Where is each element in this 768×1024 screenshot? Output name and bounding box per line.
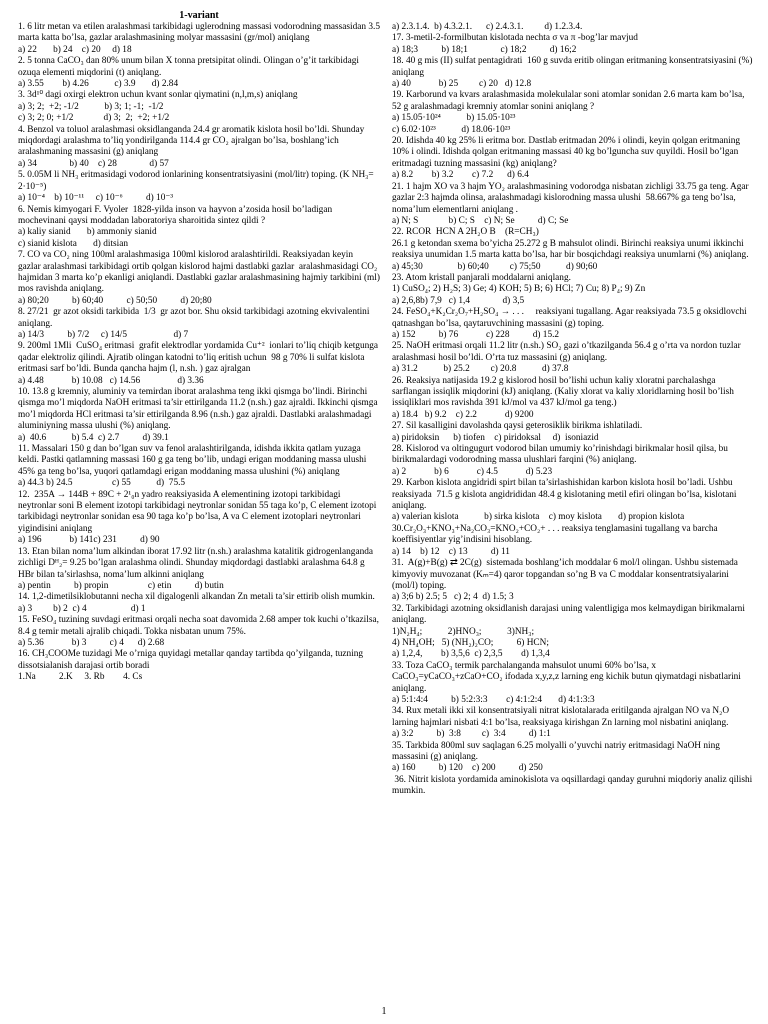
right-column xyxy=(392,22,754,798)
text-line: 9. 200ml 1Mli CuSO₄ eritmasi grafit elektrodlar yordamida Cu⁺² ionlari to’liq chiqib ketgunga qadar elektroliz qilindi. Ajratib olingan katodni to’liq eritish uchun 98 g 70% li sulfat kislota eritmasi sarf bo’ldi. Bunda qancha hajm (l, n.sh. ) gaz ajralgan xyxy=(18,341,381,375)
text-line: 1) CuSO₄; 2) H₂S; 3) Ge; 4) KOH; 5) B; 6) HCl; 7) Cu; 8) P₄; 9) Zn xyxy=(392,284,646,295)
text-line: a) 196 b) 141c) 231 d) 90 xyxy=(18,535,160,546)
text-line: c) 3; 2; 0; +1/2 d) 3; 2; +2; +1/2 xyxy=(18,113,170,124)
text-line: c) 6.02·10²³ d) 18.06·10²³ xyxy=(392,124,511,135)
text-line: a) 18;3 b) 18;1 c) 18;2 d) 16;2 xyxy=(392,44,577,55)
page-title: 1-variant xyxy=(179,10,219,21)
text-line: a) 22 b) 24 c) 20 d) 18 xyxy=(18,44,132,55)
text-line: 14. 1,2-dimetilsiklobutanni necha xil digalogenli alkandan Zn metali ta’sir ettirib olish mumkin. xyxy=(18,592,375,603)
text-line: 16. CH₃COOMe tuzidagi Me o’rniga quyidagi metallar qanday tartibda qo’yilganda, tuzning dissotsialanish darajasi ortib boradi xyxy=(18,649,366,671)
text-line: 10. 13.8 g kremniy, aluminiy va temirdan iborat aralashma teng ikki qismga bo’lindi. Birinchi qismga mo’l miqdorda NaOH eritmasi ta’sir ettirilganda 11.2 (n.sh.) gaz ajraldi. Ikkinchi qismga mo’l miqdorda HCl eritmasi ta’sir ettirilganda 8.96 (n.sh.) gaz ajraldi. Dastlabki aralashmadagi aluminiyning massa ulushi (%) aniqlang. xyxy=(18,387,380,432)
text-line: 27. Sil kasalligini davolashda qaysi geterosiklik birikma ishlatiladi. xyxy=(392,421,643,432)
text-line: a) valerian kislota b) sirka kislota c) moy kislota d) propion kislota xyxy=(392,512,685,523)
text-line: a) 5.36 b) 3 c) 4 d) 2.68 xyxy=(18,637,165,648)
text-line: a) 152 b) 76 c) 228 d) 15.2 xyxy=(392,329,560,340)
text-line: a) 4.48 b) 10.08 c) 14.56 d) 3.36 xyxy=(18,375,204,386)
text-line: 26.1 g ketondan sxema bo’yicha 25.272 g B mahsulot olindi. Birinchi reaksiya unumi ikkinchi reaksiya unumidan 1.5 marta katta bo’lsa, har bir bosqichdagi reaksiya unumlarni (%) aniqlang. xyxy=(392,238,749,261)
text-line: 15. FeSO₄ tuzining suvdagi eritmasi orqali necha soat davomida 2.68 amper tok kuchi o’tkazilsa, 8.4 g temir metali ajralib chiqadi. Tokka nisbatan unum 75%. xyxy=(18,615,382,637)
text-line: a) 3;6 b) 2.5; 5 c) 2; 4 d) 1.5; 3 xyxy=(392,592,514,603)
text-line: 23. Atom kristall panjarali moddalarni aniqlang. xyxy=(392,272,571,283)
text-line: 22. RCOR HCN A 2H₂O B (R=CH₃) xyxy=(392,227,539,238)
text-line: a) 45;30 b) 60;40 c) 75;50 d) 90;60 xyxy=(392,261,598,272)
text-line: 1. 6 litr metan va etilen aralashmasi tarkibidagi uglerodning massasi vodorodning massasidan 3.5 marta katta bo’lsa, gazlar aralashmasining molyar massasini (gr/mol) aniqlang xyxy=(18,22,383,44)
text-line: a) kaliy sianid b) ammoniy sianid xyxy=(18,227,157,238)
text-line: 6. Nemis kimyogari F. Vyoler 1828-yilda inson va hayvon a’zosida hosil bo’ladigan mochevinani qaysi moddadan laboratoriya sharoitida sintez qildi ? xyxy=(18,204,335,226)
text-line: a) 44.3 b) 24.5 c) 55 d) 75.5 xyxy=(18,478,186,489)
text-line: a) 80;20 b) 60;40 c) 50;50 d) 20;80 xyxy=(18,295,212,306)
text-line: c) sianid kislota d) ditsian xyxy=(18,238,128,249)
left-column xyxy=(18,22,383,684)
text-line: 29. Karbon kislota angidridi spirt bilan ta’sirlashishidan karbon kislota hosil bo’ladi. Ushbu reaksiyada 71.5 g kislota angidrididan 48.4 g kislotaning metil efiri olingan bo’lsa, kislotani aniqlang. xyxy=(392,478,739,512)
text-line: a) 18.4 b) 9.2 c) 2.2 d) 9200 xyxy=(392,409,534,420)
text-line: 20. Idishda 40 kg 25% li eritma bor. Dastlab eritmadan 20% i olindi, keyin qolgan eritmaning 10% i olindi. Idishda qolgan eritmaning massasi 40 kg bo’lguncha suv quyildi. Hosil bo’lgan eritmadagi tuzning massasini (kg) aniqlang? xyxy=(392,136,743,169)
text-line: 34. Rux metali ikki xil konsentratsiyali nitrat kislotalarada eritilganda ajralgan NO va N₂O larning hajmlari nisbati 4:1 bo’lsa, reaksiyaga kirishgan Zn larning mol nisbatini aniqlang. xyxy=(392,706,732,728)
text-line: a) piridoksin b) tiofen c) piridoksal d) isoniazid xyxy=(392,432,599,443)
text-line: a) 2,6,8b) 7,9 c) 1,4 d) 3,5 xyxy=(392,295,525,306)
text-line: 4) NH₄OH; 5) (NH₂)₂CO; 6) HCN; xyxy=(392,637,549,648)
text-line: a) 3:2 b) 3:8 c) 3:4 d) 1:1 xyxy=(392,729,551,740)
text-line: 35. Tarkbida 800ml suv saqlagan 6.25 molyalli o’yuvchi natriy eritmasidagi NaOH ning massasini (g) aniqlang. xyxy=(392,740,723,762)
text-line: a) 1,2,4, b) 3,5,6 c) 2,3,5 d) 1,3,4 xyxy=(392,649,550,660)
text-line: 32. Tarkibidagi azotning oksidlanish darajasi uning valentligiga mos kelmaydigan birikmalarni aniqlang. xyxy=(392,603,748,626)
text-line: 31. A(g)+B(g) ⇄ 2C(g) sistemada boshlang’ich moddalar 6 mol/l olingan. Ushbu sistemada kimyoviy muvozanat (Kₘ=4) qaror topgandan so’ng B va C moddalar konsentratsiyalarini (mol/l) toping. xyxy=(392,558,741,591)
text-line: a) 8.2 b) 3.2 c) 7.2 d) 6.4 xyxy=(392,170,529,181)
text-line: 21. 1 hajm XO va 3 hajm YO₂ aralashmasining vodorodga nisbatan zichligi 33.75 ga teng. Agar gazlar 2:3 hajmda olinsa, aralashmadagi kislorodning massa ulushi 58.667% ga teng bo’lsa, noma’lum elementlarni aniqlang . xyxy=(392,181,751,215)
text-line: 5. 0.05M li NH₃ eritmasidagi vodorod ionlarining konsentratsiyasini (mol/litr) toping. (K NH₃= 2·10⁻⁵) xyxy=(18,170,376,192)
text-line: a) 2 b) 6 c) 4.5 d) 5.23 xyxy=(392,466,553,477)
text-line: 11. Massalari 150 g dan bo’lgan suv va fenol aralashtirilganda, idishda ikkita qatlam yuzaga keldi. Pastki qatlamning massasi 160 g ga teng bo’lib, undagi erigan moddaning massa ulushi 45% ga teng bo’lsa, yuqori qatlamdagi erigan moddaning massa ulushini (%) aniqlang xyxy=(18,444,369,477)
text-line: a) 3.55 b) 4.26 c) 3.9 d) 2.84 xyxy=(18,79,179,90)
text-line: a) 40.6 b) 5.4 c) 2.7 d) 39.1 xyxy=(18,432,169,443)
text-line: a) 14/3 b) 7/2 c) 14/5 d) 7 xyxy=(18,329,189,340)
text-line: 19. Karborund va kvars aralashmasida molekulalar soni atomlar sonidan 2.6 marta kam bo’lsa, 52 g aralashmadagi kremniy atomlar sonini aniqlang ? xyxy=(392,90,747,112)
text-line: a) 5:1:4:4 b) 5:2:3:3 c) 4:1:2:4 d) 4:1:3:3 xyxy=(392,694,595,705)
text-line: 3. 3d¹⁰ dagi oxirgi elektron uchun kvant sonlar qiymatini (n,l,m,s) aniqlang xyxy=(18,90,298,101)
text-line: 1)N₂H₄; 2)HNO₃; 3)NH₃; xyxy=(392,626,535,637)
text-line: a) N; S b) C; S c) N; Se d) C; Se xyxy=(392,215,569,226)
text-line: a) 34 b) 40 c) 28 d) 57 xyxy=(18,158,169,169)
text-line: a) 160 b) 120 c) 200 d) 250 xyxy=(392,763,543,774)
page-number: 1 xyxy=(381,1006,387,1017)
text-line: a) 3; 2; +2; -1/2 b) 3; 1; -1; -1/2 xyxy=(18,101,164,112)
text-line: a) 31.2 b) 25.2 c) 20.8 d) 37.8 xyxy=(392,364,569,375)
text-line: 13. Etan bilan noma’lum alkindan iborat 17.92 litr (n.sh.) aralashma katalitik gidrogenlanganda zichligi Dᴴ₂= 9.25 bo’lgan aralashma olindi. Shunday miqdordagi dastlabki aralashma 64.8 g HBr bilan ta’sirlashsa, noma’lum alkinni aniqlang xyxy=(18,546,376,580)
text-line: a) 3 b) 2 c) 4 d) 1 xyxy=(18,603,146,614)
text-line: a) 15.05·10²⁴ b) 15.05·10²³ xyxy=(392,113,516,124)
text-line: 4. Benzol va toluol aralashmasi oksidlanganda 24.4 gr aromatik kislota hosil bo’ldi. Shunday miqdordagi aralashma to’liq yondirilganda 114.4 gr CO₂ ajralgan bo’lsa, boshlang’ich aralashmaning massasini (g) aniqlang xyxy=(18,124,367,158)
text-line: a) 14 b) 12 c) 13 d) 11 xyxy=(392,546,510,557)
text-line: 26. Reaksiya natijasida 19.2 g kislorod hosil bo’lishi uchun kaliy xloratni parchalashga sarflangan issiqlik miqdorini (kJ) aniqlang. (Kaliy xlorat va kaliy xloridlarning hosil bo’lish issiqliklari mos ravishda 391 kJ/mol va 437 kJ/mol ga teng.) xyxy=(392,375,737,409)
text-line: 8. 27/21 gr azot oksidi tarkibida 1/3 gr azot bor. Shu oksid tarkibidagi azotning ekvivalentini aniqlang. xyxy=(18,307,372,329)
text-line: 30.Cr₂O₃+KNO₃+Na₂CO₃=KNO₂+CO₂+ . . . reaksiya tenglamasini tugallang va barcha koeffisiyentlar yig’indisini hisoblang. xyxy=(392,523,721,546)
text-line: 25. NaOH eritmasi orqali 11.2 litr (n.sh.) SO₂ gazi o’tkazilganda 56.4 g o’rta va nordon tuzlar aralashmasi hosil bo’ldi. O’rta tuz massasini (g) aniqlang. xyxy=(392,341,744,363)
text-line: 33. Toza CaCO₃ termik parchalanganda mahsulot unumi 60% bo’lsa, x CaCO₃=yCaCO₃+zCaO+CO₂ ifodada x,y,z,z larning eng kichik butun qiymatdagi nisbatlarini aniqlang. xyxy=(392,660,744,694)
text-line: 1.Na 2.K 3. Rb 4. Cs xyxy=(18,672,143,683)
text-line: a) pentin b) propin c) etin d) butin xyxy=(18,580,224,591)
text-line: 24. FeSO₄+K₂Cr₂O₇+H₂SO₄ → . . . reaksiyani tugallang. Agar reaksiyada 73.5 g oksidlovchi qatnashgan bo’lsa, qaytaruvchining massasini (g) toping. xyxy=(392,307,750,329)
text-line: 2. 5 tonna CaCO₃ dan 80% unum bilan X tonna pretsipitat olindi. Olingan o’g’it tarkibidagi ozuqa elementi miqdorini (t) aniqlang. xyxy=(18,56,362,78)
text-line: 28. Kislorod va oltingugurt vodorod bilan umumiy ko’rinishdagi birikmalar hosil qilsa, bu birikmalardagi vodorodning massa ulushlari farqini (%) aniqlang. xyxy=(392,444,731,466)
text-line: 17. 3-metil-2-formilbutan kislotada nechta σ va π -bog’lar mavjud xyxy=(392,33,638,44)
text-line: 36. Nitrit kislota yordamida aminokislota va oqsillardagi qanday guruhni miqdoriy analiz qilishi mumkin. xyxy=(392,774,755,797)
text-line: a) 2.3.1.4. b) 4.3.2.1. c) 2.4.3.1. d) 1.2.3.4. xyxy=(392,22,583,32)
text-line: a) 40 b) 25 c) 20 d) 12.8 xyxy=(392,79,532,90)
text-line: a) 10⁻⁴ b) 10⁻¹¹ c) 10⁻⁶ d) 10⁻³ xyxy=(18,193,174,204)
text-line: 18. 40 g mis (II) sulfat pentagidrati 160 g suvda eritib olingan eritmaning konsentratsiyasini (%) aniqlang xyxy=(392,56,755,78)
text-line: 7. CO va CO₂ ning 100ml aralashmasiga 100ml kislorod aralashtirildi. Reaksiyadan keyin gazlar aralashmasi tarkibidagi ortib qolgan kislorod hajmi dastlabki gazlar aralashmasidagi CO₂ hajmidan 3 marta ko’p ekanligi aniqlandi. Dastlabki gazlar aralashmasining hajmiy tarkibini (ml) mos ravishda aniqlang. xyxy=(18,250,383,295)
text-line: 12. 235A → 144B + 89C + 2¹₀n yadro reaksiyasida A elementining izotopi tarkibidagi neytronlar soni B element izotopi tarkibidagi neytronlar sonidan 55 taga ko’p, C element izotopi tarkibidagi neytronlar sonidan esa 90 taga ko’p bo’lsa, A va C element izotoplari neytronlari yigindisini aniqlang xyxy=(18,489,379,534)
